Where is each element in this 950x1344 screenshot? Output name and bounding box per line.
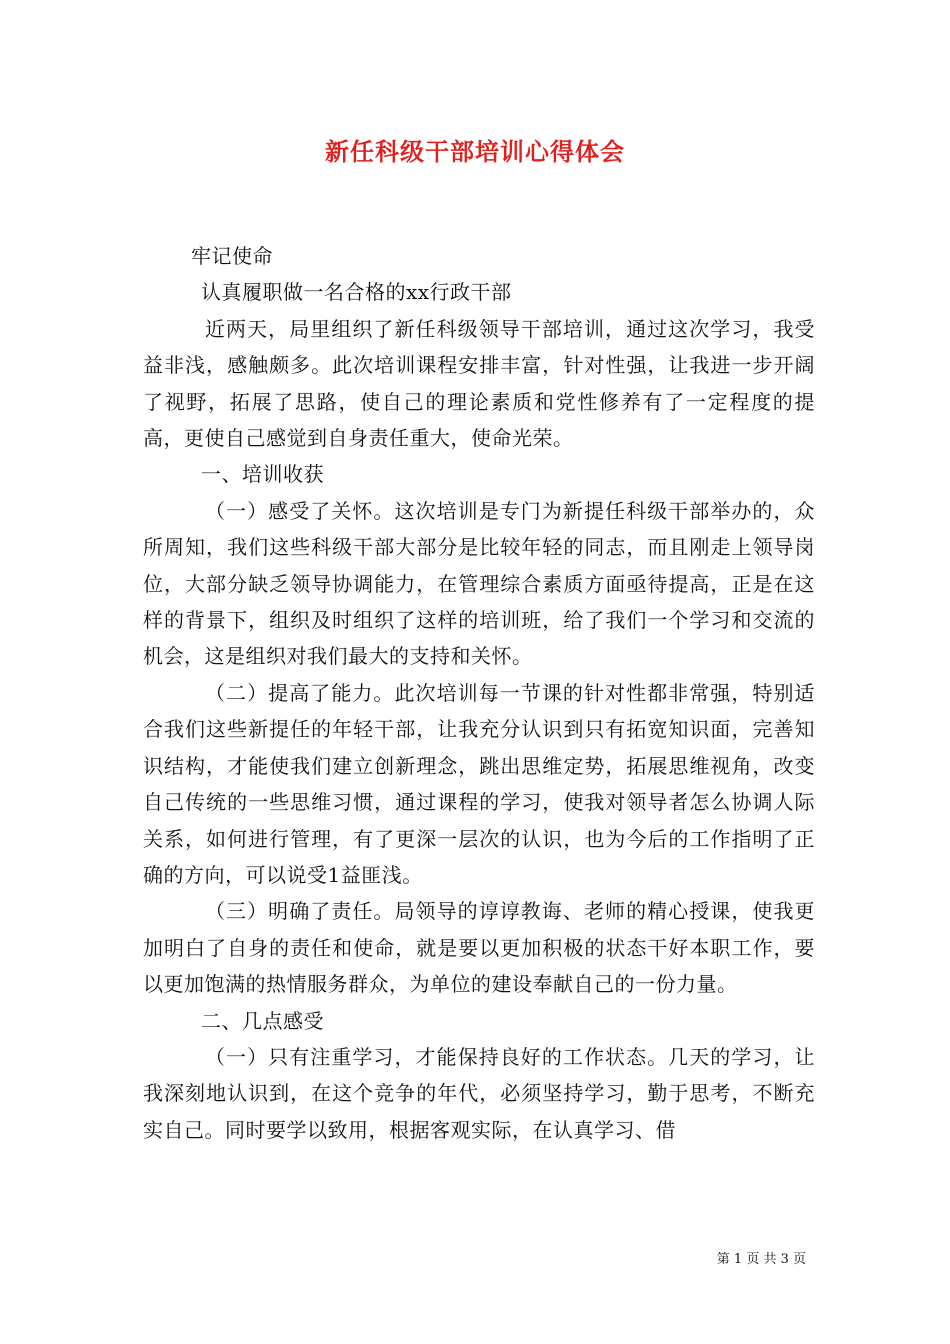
document-body bbox=[143, 238, 815, 1148]
section-heading-gains: 一、培训收获 bbox=[201, 462, 324, 487]
page-number: 第 1 页 共 3 页 bbox=[716, 1252, 806, 1267]
paragraph-subtitle: 认真履职做一名合格的xx行政干部 bbox=[201, 280, 512, 305]
paragraph-intro: 近两天，局里组织了新任科级领导干部培训，通过这次学习，我受益非浅，感触颇多。此次培训课程安排丰富，针对性强，让我进一步开阔了视野，拓展了思路，使自己的理论素质和党性修养有了一定程度的提高，更使自己感觉到自身责任重大，使命光荣。 bbox=[143, 316, 815, 451]
document-title: 新任科级干部培训心得体会 bbox=[325, 137, 625, 166]
paragraph-gain-1: （一）感受了关怀。这次培训是专门为新提任科级干部举办的，众所周知，我们这些科级干部大部分是比较年轻的同志，而且刚走上领导岗位，大部分缺乏领导协调能力，在管理综合素质方面亟待提高，正是在这样的背景下，组织及时组织了这样的培训班，给了我们一个学习和交流的机会，这是组织对我们最大的支持和关怀。 bbox=[143, 498, 815, 669]
paragraph-gain-2: （二）提高了能力。此次培训每一节课的针对性都非常强，特别适合我们这些新提任的年轻干部，让我充分认识到只有拓宽知识面，完善知识结构，才能使我们建立创新理念，跳出思维定势，拓展思维视角，改变自己传统的一些思维习惯，通过课程的学习，使我对领导者怎么协调人际关系，如何进行管理，有了更深一层次的认识，也为今后的工作指明了正确的方向，可以说受1益匪浅。 bbox=[143, 680, 815, 887]
paragraph-feeling-1: （一）只有注重学习，才能保持良好的工作状态。几天的学习，让我深刻地认识到，在这个竞争的年代，必须坚持学习，勤于思考，不断充实自己。同时要学以致用，根据客观实际，在认真学习、借 bbox=[143, 1044, 815, 1142]
paragraph-gain-3: （三）明确了责任。局领导的谆谆教诲、老师的精心授课，使我更加明白了自身的责任和使命，就是要以更加积极的状态干好本职工作，要以更加饱满的热情服务群众，为单位的建设奉献自己的一份力量。 bbox=[143, 899, 815, 997]
section-heading-feelings: 二、几点感受 bbox=[201, 1008, 324, 1033]
paragraph-motto: 牢记使命 bbox=[191, 244, 273, 268]
